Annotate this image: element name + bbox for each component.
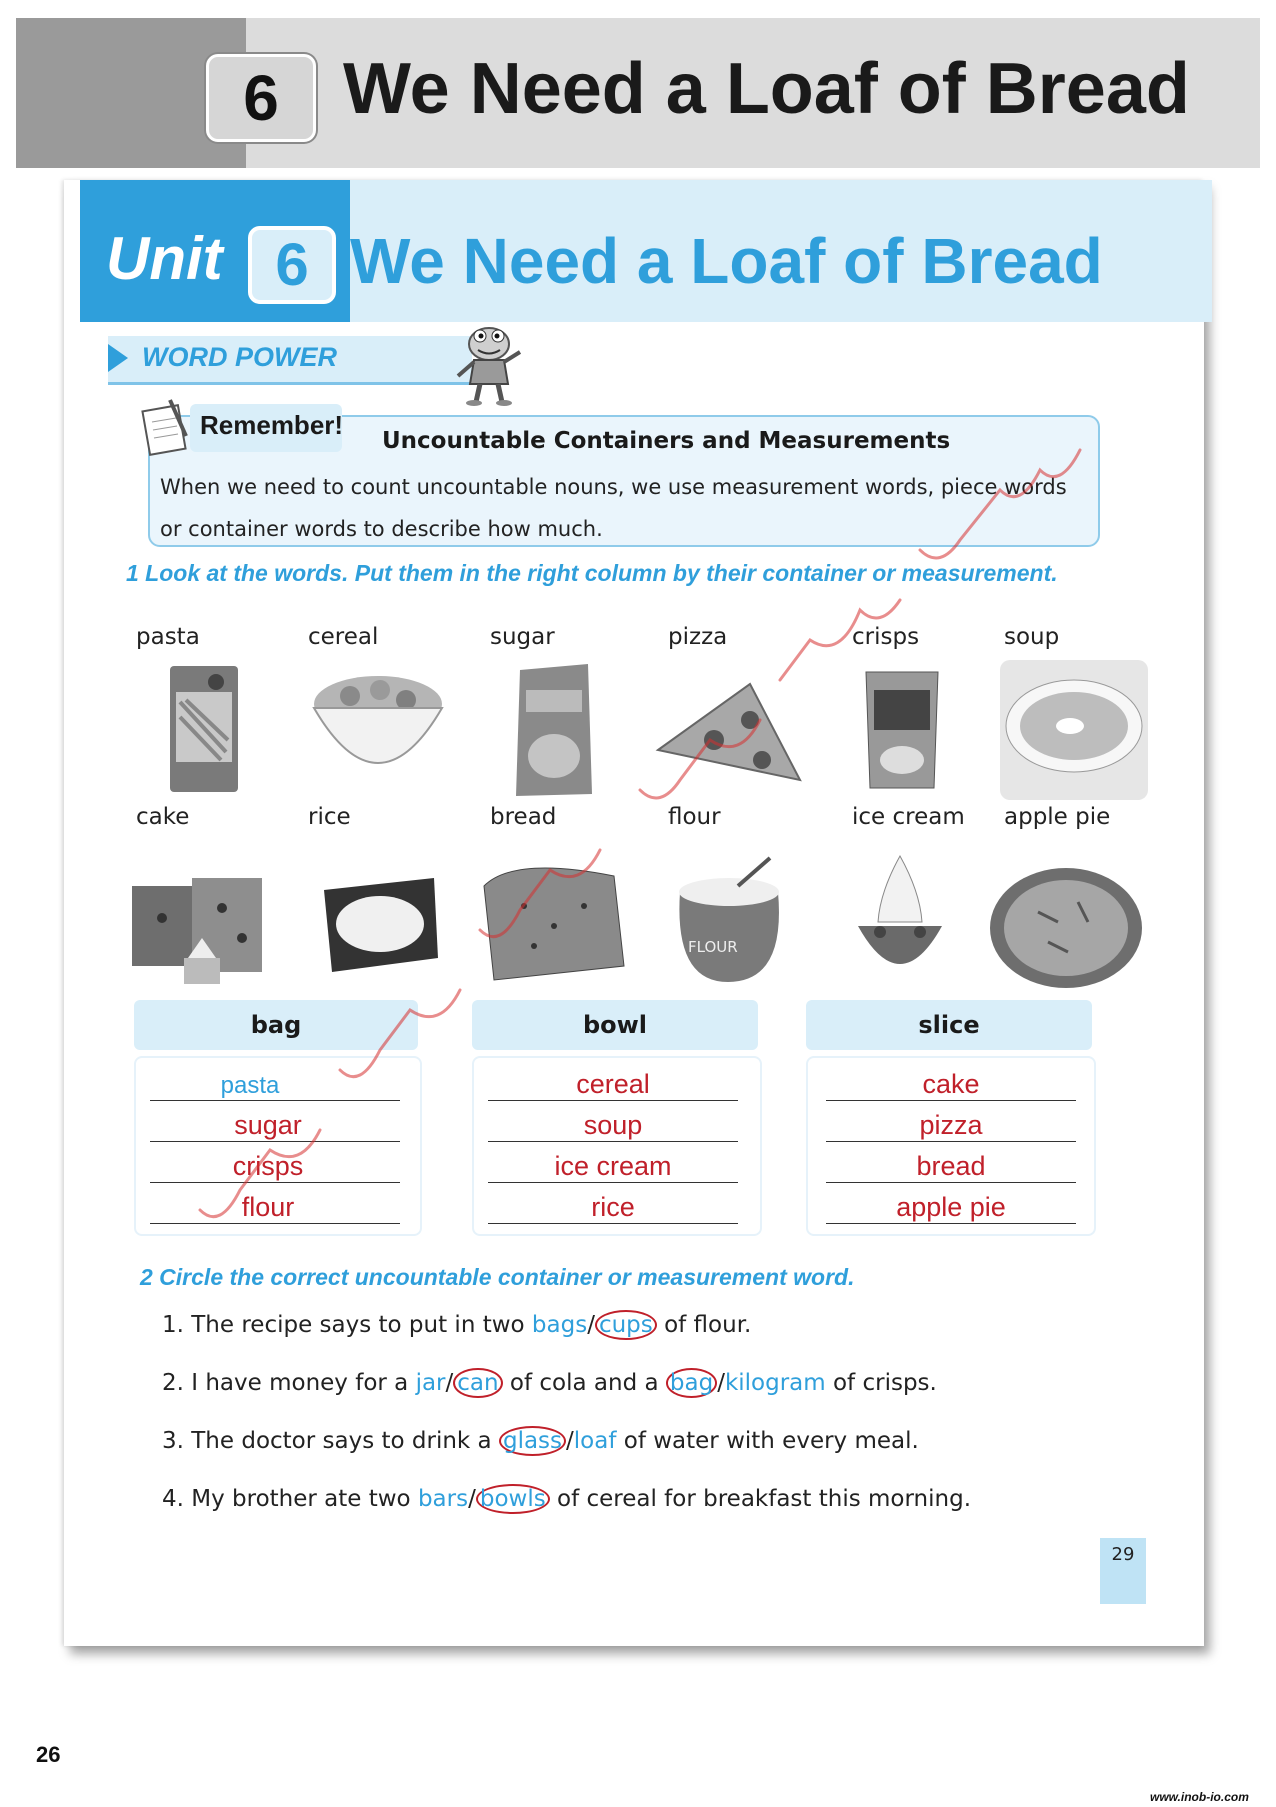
footer-site-text: www.inob-io.com [1150,1790,1249,1804]
crisps-bag-image [860,666,944,794]
answer-text: flour [241,1192,295,1222]
svg-text:FLOUR: FLOUR [688,938,738,956]
pasta-bag-image [166,662,242,796]
answer-text: soup [583,1110,643,1140]
answer-text: bread [916,1151,986,1181]
bread-loaf-image [474,856,634,986]
cake-slices-image [122,868,282,992]
word-label: flour [668,804,721,830]
outer-page-number: 26 [36,1742,61,1767]
word-label: cake [136,804,190,830]
sentence-4: 4. My brother ate two bars/ bowls of cereal for breakfast this morning. [162,1486,972,1512]
ice-cream-bowl-image [850,852,950,982]
option-word-circled[interactable]: bowls [476,1484,550,1514]
rice-bowl-image [314,868,444,978]
column-header-bowl: bowl [472,1000,758,1050]
option-word[interactable]: jar [415,1370,446,1396]
answer-text: pasta [220,1072,280,1099]
option-word-circled[interactable]: glass [499,1426,566,1456]
option-word[interactable]: bars [417,1486,469,1512]
word-label: apple pie [1004,804,1111,830]
answer-text: ice cream [554,1151,672,1181]
sentence-2: 2. I have money for a jar/ can of cola and a bag /kilogram of crisps. [162,1370,937,1396]
notepad-pencil-icon [140,396,192,456]
answer-box-bowl [472,1056,762,1236]
answer-box-bag [134,1056,422,1236]
remember-label: Remember! [200,410,344,440]
answer-text: pizza [919,1110,983,1140]
column-header-bag: bag [134,1000,418,1050]
option-word-circled[interactable]: cups [595,1310,657,1340]
frog-mascot-icon [452,322,526,406]
apple-pie-image [988,862,1144,992]
unit-number: 6 [248,226,336,304]
word-label: ice cream [852,804,965,830]
remember-heading: Uncountable Containers and Measurements [382,428,951,454]
word-label: rice [308,804,351,830]
cereal-bowl-image [310,668,446,784]
option-word-circled[interactable]: can [453,1368,502,1398]
answer-text: cake [922,1069,980,1099]
unit-title: We Need a Loaf of Bread [350,225,1103,297]
answer-text: apple pie [896,1192,1006,1222]
sugar-bag-image [512,660,596,800]
word-label: pasta [136,624,200,650]
unit-word: Unit [106,225,223,292]
answer-text: cereal [576,1069,650,1099]
word-power-label: WORD POWER [142,342,337,372]
outer-chapter-number: 6 [206,54,316,142]
exercise-2-instruction: 2 Circle the correct uncountable container or measurement word. [140,1264,855,1290]
answer-text: crisps [232,1151,304,1181]
word-label: crisps [852,624,920,650]
option-word[interactable]: kilogram [724,1370,826,1396]
word-label: soup [1004,624,1060,650]
sentence-3: 3. The doctor says to drink a glass /loaf of water with every meal. [162,1428,919,1454]
answer-text: rice [591,1192,635,1222]
column-header-slice: slice [806,1000,1092,1050]
answer-box-slice [806,1056,1096,1236]
option-word[interactable]: loaf [573,1428,617,1454]
flour-sack-image [666,852,792,986]
remember-body: When we need to count uncountable nouns, we use measurement words, piece words or container words to describe how much. [160,475,1067,541]
word-label: sugar [490,624,555,650]
play-arrow-icon [108,344,128,372]
answer-text: sugar [234,1110,302,1140]
soup-bowl-image [1000,660,1148,800]
sentence-1: 1. The recipe says to put in two bags/ cups of flour. [162,1312,752,1338]
pizza-slice-image [654,680,804,790]
exercise-1-instruction: 1 Look at the words. Put them in the right column by their container or measurement. [126,560,1058,586]
option-word-circled[interactable]: bag [666,1368,717,1398]
inner-page-number: 29 [1100,1538,1146,1604]
word-label: bread [490,804,557,830]
word-label: cereal [308,624,379,650]
outer-chapter-title: We Need a Loaf of Bread [343,49,1190,129]
word-label: pizza [668,624,728,650]
option-word[interactable]: bags [531,1312,588,1338]
